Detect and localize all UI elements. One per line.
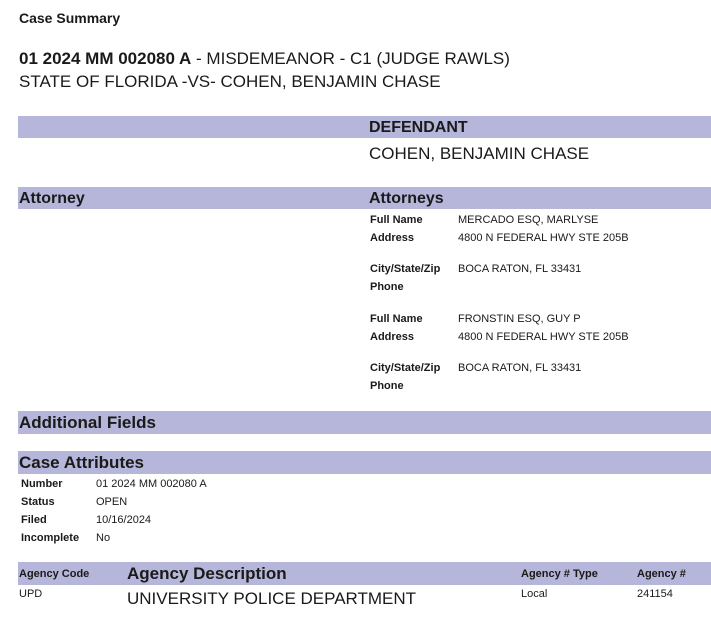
attr-filed-value: 10/16/2024 bbox=[96, 514, 152, 526]
case-header-line bbox=[19, 49, 510, 69]
attorney-2-phone-label: Phone bbox=[370, 380, 404, 392]
agency-code-header: Agency Code bbox=[19, 568, 90, 580]
agency-description: UNIVERSITY POLICE DEPARTMENT bbox=[127, 589, 417, 608]
case-type: - MISDEMEANOR - C1 (JUDGE RAWLS) bbox=[191, 49, 510, 68]
attr-number-label: Number bbox=[21, 478, 63, 490]
attorney-title: Attorney bbox=[19, 190, 85, 207]
attorney-2-full-name: FRONSTIN ESQ, GUY P bbox=[458, 313, 581, 325]
attorney-1-full-name-label: Full Name bbox=[370, 214, 423, 226]
attr-status-value: OPEN bbox=[96, 496, 128, 508]
attorney-1-csz: BOCA RATON, FL 33431 bbox=[458, 263, 582, 275]
additional-fields-title: Additional Fields bbox=[19, 413, 156, 432]
attorney-2-csz-label: City/State/Zip bbox=[370, 362, 441, 374]
agency-type: Local bbox=[521, 588, 548, 600]
attorney-1-full-name: MERCADO ESQ, MARLYSE bbox=[458, 214, 599, 226]
attorneys-title: Attorneys bbox=[369, 190, 444, 207]
page-title: Case Summary bbox=[19, 10, 121, 26]
agency-code: UPD bbox=[19, 588, 43, 600]
case-style: STATE OF FLORIDA -VS- COHEN, BENJAMIN CHASE bbox=[19, 72, 441, 91]
case-attributes-title: Case Attributes bbox=[19, 453, 145, 472]
agency-header-band bbox=[18, 562, 711, 585]
party-name: COHEN, BENJAMIN CHASE bbox=[369, 144, 590, 163]
agency-number-header: Agency # bbox=[637, 568, 686, 580]
attr-incomplete-label: Incomplete bbox=[21, 532, 80, 544]
attr-filed-label: Filed bbox=[21, 514, 47, 526]
attr-number-value: 01 2024 MM 002080 A bbox=[96, 478, 207, 490]
attorney-1-address: 4800 N FEDERAL HWY STE 205B bbox=[458, 232, 629, 244]
attr-status-label: Status bbox=[21, 496, 55, 508]
attorney-1-address-label: Address bbox=[370, 232, 415, 244]
attorney-band bbox=[18, 187, 711, 209]
attorney-1-phone-label: Phone bbox=[370, 281, 404, 293]
party-role: DEFENDANT bbox=[369, 119, 468, 136]
attorney-2-csz: BOCA RATON, FL 33431 bbox=[458, 362, 582, 374]
agency-number: 241154 bbox=[637, 588, 673, 600]
attorney-1-csz-label: City/State/Zip bbox=[370, 263, 441, 275]
case-number: 01 2024 MM 002080 A bbox=[19, 49, 192, 68]
party-band bbox=[18, 116, 711, 138]
attr-incomplete-value: No bbox=[96, 532, 111, 544]
attorney-2-address-label: Address bbox=[370, 331, 415, 343]
attorney-2-address: 4800 N FEDERAL HWY STE 205B bbox=[458, 331, 629, 343]
agency-description-header: Agency Description bbox=[127, 564, 287, 583]
attorney-2-full-name-label: Full Name bbox=[370, 313, 423, 325]
agency-type-header: Agency # Type bbox=[521, 568, 598, 580]
